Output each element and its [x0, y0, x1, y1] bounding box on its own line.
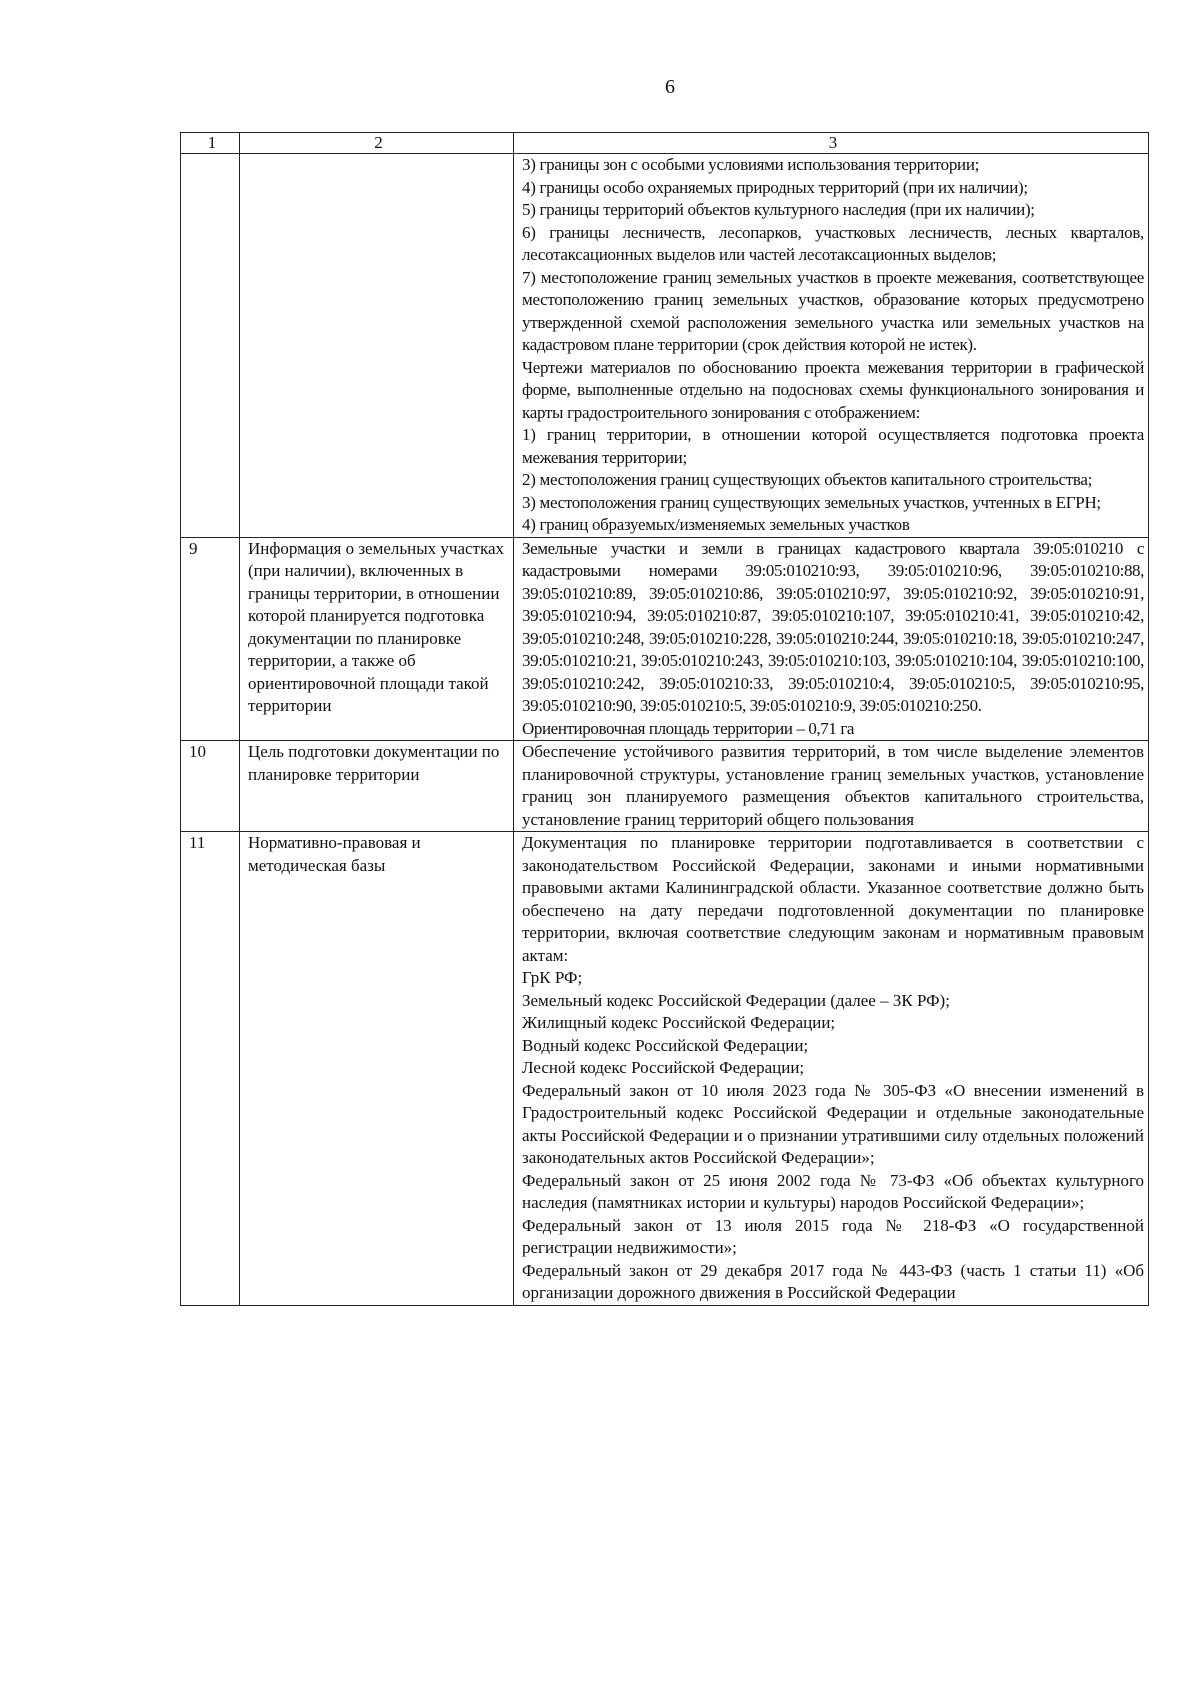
paragraph: ГрК РФ; — [522, 968, 583, 987]
requirements-table — [180, 132, 1149, 1306]
paragraph: 3) границы зон с особыми условиями использования территории; — [522, 155, 980, 174]
paragraph: Земельный кодекс Российской Федерации (далее – ЗК РФ); — [522, 990, 950, 1010]
table-row — [181, 741, 1149, 832]
paragraph: Ориентировочная площадь территории – 0,71 га — [522, 718, 855, 738]
row-name: Информация о земельных участках (при наличии), включенных в границы территории, в отношении которой планируется подготовка документации по планировке территории, а также об ориентировочной площади такой территории — [240, 537, 514, 741]
page-number: 6 — [665, 76, 675, 98]
paragraph: Федеральный закон от 13 июля 2015 года № 218-ФЗ «О государственной регистрации недвижимости»; — [522, 1215, 1144, 1257]
row-number: 9 — [181, 537, 240, 741]
row-name — [240, 154, 514, 538]
paragraph: 5) границы территорий объектов культурного наследия (при их наличии); — [522, 200, 1035, 219]
paragraph: 2) местоположения границ существующих объектов капитального строительства; — [522, 470, 1093, 489]
paragraph: 7) местоположение границ земельных участков в проекте межевания, соответствующее местоположению границ земельных участков, образование которых предусмотрено утвержденной схемой расположения земельного участка или земельных участков на кадастровом плане территории (срок действия которой не истек). — [522, 267, 1144, 354]
paragraph: Обеспечение устойчивого развития территорий, в том числе выделение элементов планировочной структуры, установление границ земельных участков, установление границ зон планируемого размещения объектов капитального строительства, установление границ территорий общего пользования — [522, 742, 1144, 829]
paragraph: 1) границ территории, в отношении которой осуществляется подготовка проекта межевания территории; — [522, 425, 1144, 467]
header-col-2: 2 — [240, 133, 514, 154]
paragraph: Документация по планировке территории подготавливается в соответствии с законодательством Российской Федерации, законами и иными нормативными правовыми актами Калининградской области. Указанное соответствие должно быть обеспечено на дату передачи подготовленной документации по планировке территории, включая соответствие следующим законам и нормативным правовым актам: — [522, 833, 1144, 965]
paragraph: Водный кодекс Российской Федерации; — [522, 1035, 809, 1055]
row-name: Цель подготовки документации по планировке территории — [240, 741, 514, 832]
paragraph: 4) границ образуемых/изменяемых земельных участков — [522, 515, 910, 534]
paragraph: Земельные участки и земли в границах кадастрового квартала 39:05:010210 с кадастровыми номерами 39:05:010210:93, 39:05:010210:96, 39:05:010210:88, 39:05:010210:89, 39:05:010210:86, 39:05:010210:97, 39:05:010210:92, 39:05:010210:91, 39:05:010210:94, 39:05:010210:87, 39:05:010210:107, 39:05:010210:41, 39:05:010210:42, 39:05:010210:248, 39:05:010210:228, 39:05:010210:244, 39:05:010210:18, 39:05:010210:247, 39:05:010210:21, 39:05:010210:243, 39:05:010210:103, 39:05:010210:104, 39:05:010210:100, 39:05:010210:242, 39:05:010210:33, 39:05:010210:4, 39:05:010210:5, 39:05:010210:95, 39:05:010210:90, 39:05:010210:5, 39:05:010210:9, 39:05:010210:250. — [522, 538, 1144, 715]
row-number — [181, 154, 240, 538]
row-content — [514, 537, 1149, 741]
paragraph: 6) границы лесничеств, лесопарков, участковых лесничеств, лесных кварталов, лесотаксационных выделов или частей лесотаксационных выделов; — [522, 222, 1144, 264]
row-number: 10 — [181, 741, 240, 832]
paragraph: Федеральный закон от 25 июня 2002 года № 73-ФЗ «Об объектах культурного наследия (памятниках истории и культуры) народов Российской Федерации»; — [522, 1170, 1144, 1212]
row-number: 11 — [181, 832, 240, 1306]
paragraph: 4) границы особо охраняемых природных территорий (при их наличии); — [522, 177, 1028, 197]
paragraph: Федеральный закон от 29 декабря 2017 года № 443-ФЗ (часть 1 статьи 11) «Об организации дорожного движения в Российской Федерации — [522, 1260, 1144, 1302]
table-header-row — [181, 133, 1149, 154]
header-col-3: 3 — [514, 133, 1149, 154]
paragraph: Федеральный закон от 10 июля 2023 года № 305-ФЗ «О внесении изменений в Градостроительный кодекс Российской Федерации и отдельные законодательные акты Российской Федерации и о признании утратившими силу отдельных положений законодательных актов Российской Федерации»; — [522, 1080, 1144, 1167]
row-name: Нормативно-правовая и методическая базы — [240, 832, 514, 1306]
table-row — [181, 537, 1149, 741]
header-col-1: 1 — [181, 133, 240, 154]
table-row — [181, 832, 1149, 1306]
table-row — [181, 154, 1149, 538]
row-content — [514, 832, 1149, 1306]
paragraph: 3) местоположения границ существующих земельных участков, учтенных в ЕГРН; — [522, 492, 1101, 512]
paragraph: Лесной кодекс Российской Федерации; — [522, 1058, 805, 1077]
row-content — [514, 741, 1149, 832]
row-content — [514, 154, 1149, 538]
paragraph: Жилищный кодекс Российской Федерации; — [522, 1013, 836, 1032]
paragraph: Чертежи материалов по обоснованию проекта межевания территории в графической форме, выполненные отдельно на подосновах схемы функционального зонирования и карты градостроительного зонирования с отображением: — [522, 357, 1144, 422]
